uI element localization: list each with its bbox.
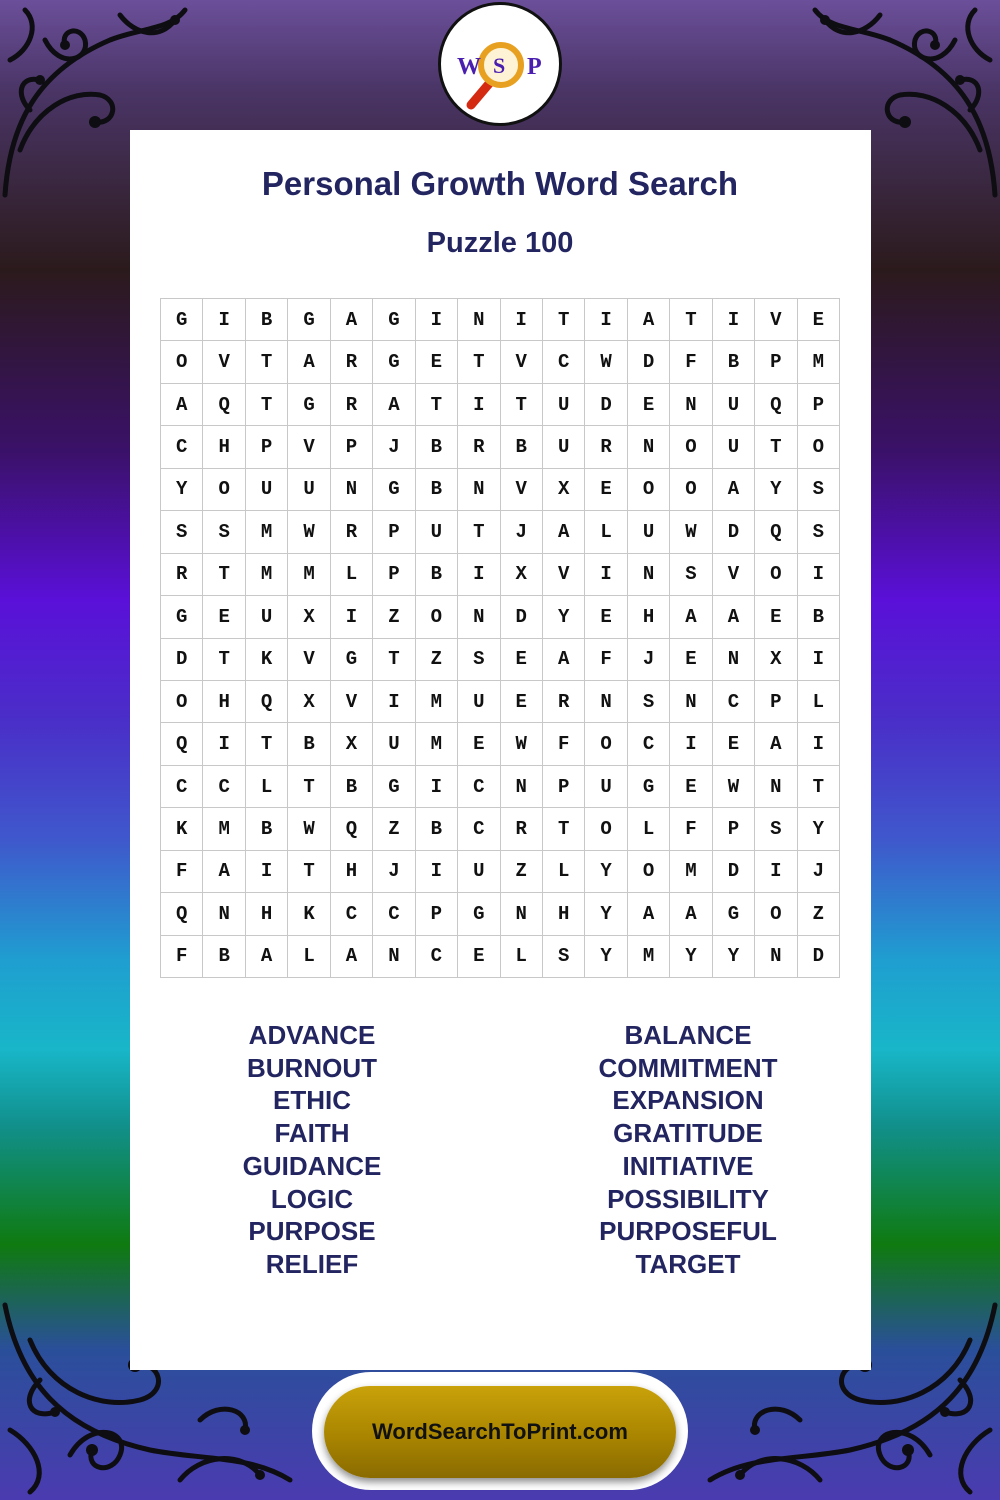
grid-cell[interactable]: B [501, 426, 543, 468]
grid-cell[interactable]: Q [331, 808, 373, 850]
grid-cell[interactable]: A [331, 936, 373, 978]
grid-cell[interactable]: W [501, 723, 543, 765]
grid-cell[interactable]: N [670, 384, 712, 426]
grid-cell[interactable]: C [331, 893, 373, 935]
grid-cell[interactable]: S [543, 936, 585, 978]
grid-cell[interactable]: S [755, 808, 797, 850]
wsp-logo [438, 2, 562, 126]
grid-cell[interactable]: C [161, 766, 203, 808]
grid-cell[interactable]: A [373, 384, 415, 426]
grid-cell[interactable]: J [373, 851, 415, 893]
grid-cell[interactable]: Q [161, 893, 203, 935]
grid-cell[interactable]: U [713, 426, 755, 468]
grid-cell[interactable]: J [628, 639, 670, 681]
page-title: Personal Growth Word Search [261, 165, 739, 202]
svg-text:W: W [457, 54, 481, 80]
word-list-item: LOGIC [270, 1183, 354, 1214]
grid-cell[interactable]: I [458, 384, 500, 426]
grid-cell[interactable]: N [458, 299, 500, 341]
grid-cell[interactable]: V [501, 469, 543, 511]
grid-cell[interactable]: G [458, 893, 500, 935]
grid-cell[interactable]: P [373, 554, 415, 596]
grid-cell[interactable]: S [798, 469, 840, 511]
word-list-item: FAITH [274, 1118, 350, 1149]
grid-cell[interactable]: U [585, 766, 627, 808]
grid-cell[interactable]: Z [373, 596, 415, 638]
grid-cell[interactable]: E [755, 596, 797, 638]
grid-cell[interactable]: U [288, 469, 330, 511]
grid-cell[interactable]: O [670, 469, 712, 511]
grid-cell[interactable]: I [203, 299, 245, 341]
grid-cell[interactable]: I [246, 851, 288, 893]
grid-cell[interactable]: A [543, 639, 585, 681]
grid-cell[interactable]: V [288, 426, 330, 468]
site-link-button[interactable]: WordSearchToPrint.com [324, 1386, 676, 1478]
grid-cell[interactable]: P [713, 808, 755, 850]
grid-cell[interactable]: G [373, 299, 415, 341]
grid-cell[interactable]: D [161, 639, 203, 681]
magnifier-icon [441, 5, 559, 123]
grid-cell[interactable]: Q [161, 723, 203, 765]
grid-cell[interactable]: M [416, 723, 458, 765]
grid-cell[interactable]: N [670, 681, 712, 723]
grid-cell[interactable]: N [713, 639, 755, 681]
grid-cell[interactable]: W [585, 341, 627, 383]
grid-cell[interactable]: I [331, 596, 373, 638]
grid-cell[interactable]: K [161, 808, 203, 850]
grid-cell[interactable]: B [246, 808, 288, 850]
grid-cell[interactable]: R [331, 511, 373, 553]
grid-cell[interactable]: A [628, 299, 670, 341]
grid-cell[interactable]: E [458, 723, 500, 765]
grid-cell[interactable]: E [585, 596, 627, 638]
grid-cell[interactable]: T [246, 723, 288, 765]
grid-cell[interactable]: M [203, 808, 245, 850]
grid-cell[interactable]: V [543, 554, 585, 596]
grid-cell[interactable]: Z [501, 851, 543, 893]
grid-cell[interactable]: A [161, 384, 203, 426]
grid-cell[interactable]: Y [585, 893, 627, 935]
grid-cell[interactable]: L [331, 554, 373, 596]
grid-cell[interactable]: O [416, 596, 458, 638]
grid-cell[interactable]: W [288, 808, 330, 850]
grid-cell[interactable]: I [203, 723, 245, 765]
grid-cell[interactable]: S [670, 554, 712, 596]
grid-cell[interactable]: L [543, 851, 585, 893]
grid-cell[interactable]: O [628, 851, 670, 893]
grid-cell[interactable]: G [373, 469, 415, 511]
grid-cell[interactable]: B [416, 426, 458, 468]
grid-cell[interactable]: T [246, 384, 288, 426]
grid-cell[interactable]: A [331, 299, 373, 341]
grid-cell[interactable]: J [798, 851, 840, 893]
word-list-right [528, 1019, 848, 1281]
grid-cell[interactable]: E [670, 639, 712, 681]
grid-cell[interactable]: O [755, 554, 797, 596]
grid-cell[interactable]: U [628, 511, 670, 553]
grid-cell[interactable]: A [713, 596, 755, 638]
grid-cell[interactable]: Z [373, 808, 415, 850]
grid-cell[interactable]: O [670, 426, 712, 468]
grid-cell[interactable]: N [331, 469, 373, 511]
grid-cell[interactable]: I [670, 723, 712, 765]
grid-cell[interactable]: S [628, 681, 670, 723]
grid-cell[interactable]: T [798, 766, 840, 808]
grid-cell[interactable]: C [713, 681, 755, 723]
grid-cell[interactable]: U [458, 851, 500, 893]
grid-cell[interactable]: C [543, 341, 585, 383]
grid-cell[interactable]: B [416, 808, 458, 850]
grid-cell[interactable]: D [585, 384, 627, 426]
grid-cell[interactable]: E [798, 299, 840, 341]
grid-cell[interactable]: I [713, 299, 755, 341]
word-list-item: GRATITUDE [613, 1118, 763, 1149]
grid-cell[interactable]: L [501, 936, 543, 978]
grid-cell[interactable]: U [543, 426, 585, 468]
grid-cell[interactable]: R [161, 554, 203, 596]
word-list-item: ADVANCE [248, 1020, 376, 1050]
grid-cell[interactable]: L [585, 511, 627, 553]
grid-cell[interactable]: H [331, 851, 373, 893]
grid-cell[interactable]: S [161, 511, 203, 553]
grid-cell[interactable]: A [246, 936, 288, 978]
grid-cell[interactable]: U [246, 596, 288, 638]
grid-cell[interactable]: N [373, 936, 415, 978]
grid-cell[interactable]: W [670, 511, 712, 553]
grid-cell[interactable]: T [501, 384, 543, 426]
grid-cell[interactable]: G [161, 299, 203, 341]
grid-cell[interactable]: T [373, 639, 415, 681]
grid-cell[interactable]: V [501, 341, 543, 383]
svg-text:P: P [527, 54, 542, 80]
grid-cell[interactable]: W [288, 511, 330, 553]
grid-cell[interactable]: O [755, 893, 797, 935]
grid-cell[interactable]: G [288, 299, 330, 341]
grid-cell[interactable]: N [755, 936, 797, 978]
grid-cell[interactable]: X [331, 723, 373, 765]
grid-cell[interactable]: P [416, 893, 458, 935]
grid-cell[interactable]: D [628, 341, 670, 383]
word-list-item: POSSIBILITY [607, 1183, 769, 1214]
grid-cell[interactable]: E [501, 639, 543, 681]
grid-cell[interactable]: F [585, 639, 627, 681]
grid-cell[interactable]: R [543, 681, 585, 723]
grid-cell[interactable]: N [203, 893, 245, 935]
grid-cell[interactable]: M [246, 554, 288, 596]
grid-cell[interactable]: U [458, 681, 500, 723]
grid-cell[interactable]: O [585, 723, 627, 765]
word-list-item: RELIEF [265, 1248, 359, 1279]
grid-cell[interactable]: O [203, 469, 245, 511]
letter-grid [160, 298, 840, 978]
grid-cell[interactable]: J [501, 511, 543, 553]
grid-cell[interactable]: I [458, 554, 500, 596]
grid-cell[interactable]: C [161, 426, 203, 468]
grid-cell[interactable]: T [755, 426, 797, 468]
grid-cell[interactable]: C [628, 723, 670, 765]
word-list-item: PURPOSEFUL [599, 1216, 777, 1247]
grid-cell[interactable]: E [203, 596, 245, 638]
grid-cell[interactable]: U [246, 469, 288, 511]
grid-cell[interactable]: G [288, 384, 330, 426]
grid-cell[interactable]: G [713, 893, 755, 935]
grid-cell[interactable]: M [288, 554, 330, 596]
grid-cell[interactable]: P [246, 426, 288, 468]
grid-cell[interactable]: B [798, 596, 840, 638]
grid-cell[interactable]: L [798, 681, 840, 723]
grid-cell[interactable]: U [373, 723, 415, 765]
grid-cell[interactable]: P [755, 341, 797, 383]
grid-cell[interactable]: O [585, 808, 627, 850]
grid-cell[interactable]: E [670, 766, 712, 808]
grid-cell[interactable]: T [203, 639, 245, 681]
grid-cell[interactable]: I [585, 554, 627, 596]
grid-cell[interactable]: Z [798, 893, 840, 935]
grid-cell[interactable]: H [203, 426, 245, 468]
grid-cell[interactable]: E [501, 681, 543, 723]
grid-cell[interactable]: A [543, 511, 585, 553]
grid-cell[interactable]: A [755, 723, 797, 765]
grid-cell[interactable]: X [755, 639, 797, 681]
word-list-item: GUIDANCE [242, 1150, 382, 1181]
grid-cell[interactable]: Q [246, 681, 288, 723]
grid-cell[interactable]: U [416, 511, 458, 553]
grid-cell[interactable]: N [501, 766, 543, 808]
grid-cell[interactable]: I [501, 299, 543, 341]
grid-cell[interactable]: B [713, 341, 755, 383]
grid-cell[interactable]: A [288, 341, 330, 383]
grid-cell[interactable]: N [585, 681, 627, 723]
grid-cell[interactable]: F [670, 341, 712, 383]
grid-cell[interactable]: R [458, 426, 500, 468]
svg-text:S: S [493, 53, 506, 78]
grid-cell[interactable]: V [203, 341, 245, 383]
grid-cell[interactable]: I [416, 766, 458, 808]
grid-cell[interactable]: T [543, 808, 585, 850]
grid-cell[interactable]: M [798, 341, 840, 383]
grid-cell[interactable]: R [331, 341, 373, 383]
grid-cell[interactable]: G [161, 596, 203, 638]
grid-cell[interactable]: A [713, 469, 755, 511]
grid-cell[interactable]: P [331, 426, 373, 468]
grid-cell[interactable]: I [585, 299, 627, 341]
grid-cell[interactable]: H [246, 893, 288, 935]
word-list-item: BURNOUT [247, 1052, 377, 1083]
grid-cell[interactable]: G [373, 341, 415, 383]
word-list-item: BALANCE [624, 1020, 752, 1050]
grid-cell[interactable]: Q [755, 384, 797, 426]
grid-cell[interactable]: C [458, 808, 500, 850]
grid-cell[interactable]: L [628, 808, 670, 850]
grid-cell[interactable]: U [713, 384, 755, 426]
grid-cell[interactable]: A [628, 893, 670, 935]
word-list-item: EXPANSION [612, 1085, 764, 1116]
grid-cell[interactable]: D [798, 936, 840, 978]
grid-cell[interactable]: O [628, 469, 670, 511]
grid-cell[interactable]: R [331, 384, 373, 426]
grid-cell[interactable]: F [161, 851, 203, 893]
grid-cell[interactable]: N [628, 554, 670, 596]
word-list-item: TARGET [635, 1248, 741, 1279]
grid-cell[interactable]: I [373, 681, 415, 723]
grid-cell[interactable]: V [288, 639, 330, 681]
grid-cell[interactable]: E [458, 936, 500, 978]
grid-cell[interactable]: Y [585, 851, 627, 893]
grid-cell[interactable]: L [288, 936, 330, 978]
grid-cell[interactable]: M [246, 511, 288, 553]
grid-cell[interactable]: L [246, 766, 288, 808]
grid-cell[interactable]: T [458, 511, 500, 553]
grid-cell[interactable]: I [798, 723, 840, 765]
grid-cell[interactable]: Y [161, 469, 203, 511]
grid-cell[interactable]: P [755, 681, 797, 723]
grid-cell[interactable]: T [203, 554, 245, 596]
word-list-left [152, 1019, 472, 1281]
grid-cell[interactable]: F [670, 808, 712, 850]
grid-cell[interactable]: B [331, 766, 373, 808]
grid-cell[interactable]: Q [755, 511, 797, 553]
grid-cell[interactable]: Y [713, 936, 755, 978]
grid-cell[interactable]: R [501, 808, 543, 850]
grid-cell[interactable]: T [288, 766, 330, 808]
grid-cell[interactable]: M [416, 681, 458, 723]
grid-cell[interactable]: G [331, 639, 373, 681]
grid-cell[interactable]: I [798, 554, 840, 596]
grid-cell[interactable]: Y [585, 936, 627, 978]
grid-cell[interactable]: B [203, 936, 245, 978]
grid-cell[interactable]: Y [670, 936, 712, 978]
grid-cell[interactable]: K [246, 639, 288, 681]
grid-cell[interactable]: C [416, 936, 458, 978]
grid-cell[interactable]: T [670, 299, 712, 341]
grid-cell[interactable]: G [373, 766, 415, 808]
grid-cell[interactable]: B [416, 554, 458, 596]
grid-cell[interactable]: N [458, 596, 500, 638]
word-list-item: COMMITMENT [598, 1052, 778, 1083]
grid-cell[interactable]: S [798, 511, 840, 553]
grid-cell[interactable]: N [755, 766, 797, 808]
grid-cell[interactable]: U [543, 384, 585, 426]
grid-cell[interactable]: E [416, 341, 458, 383]
grid-cell[interactable]: E [628, 384, 670, 426]
grid-cell[interactable]: A [670, 893, 712, 935]
grid-cell[interactable]: I [798, 639, 840, 681]
grid-cell[interactable]: X [288, 681, 330, 723]
word-list-item: INITIATIVE [622, 1150, 754, 1181]
grid-cell[interactable]: Q [203, 384, 245, 426]
grid-cell[interactable]: M [670, 851, 712, 893]
grid-cell[interactable]: E [713, 723, 755, 765]
grid-cell[interactable]: F [543, 723, 585, 765]
grid-cell[interactable]: O [161, 341, 203, 383]
grid-cell[interactable]: D [501, 596, 543, 638]
grid-cell[interactable]: H [628, 596, 670, 638]
grid-cell[interactable]: J [373, 426, 415, 468]
grid-cell[interactable]: E [585, 469, 627, 511]
grid-cell[interactable]: T [543, 299, 585, 341]
grid-cell[interactable]: D [713, 511, 755, 553]
grid-cell[interactable]: Z [416, 639, 458, 681]
word-list-item: ETHIC [273, 1085, 351, 1116]
grid-cell[interactable]: I [416, 299, 458, 341]
puzzle-number: Puzzle 100 [426, 227, 574, 259]
grid-cell[interactable]: K [288, 893, 330, 935]
grid-cell[interactable]: N [501, 893, 543, 935]
grid-cell[interactable]: V [331, 681, 373, 723]
grid-cell[interactable]: Y [755, 469, 797, 511]
grid-cell[interactable]: O [798, 426, 840, 468]
grid-cell[interactable]: P [798, 384, 840, 426]
grid-cell[interactable]: R [585, 426, 627, 468]
grid-cell[interactable]: H [543, 893, 585, 935]
grid-cell[interactable]: V [755, 299, 797, 341]
grid-cell[interactable]: G [628, 766, 670, 808]
grid-cell[interactable]: O [161, 681, 203, 723]
grid-cell[interactable]: T [288, 851, 330, 893]
grid-cell[interactable]: B [288, 723, 330, 765]
grid-cell[interactable]: F [161, 936, 203, 978]
grid-cell[interactable]: T [458, 341, 500, 383]
grid-cell[interactable]: Y [798, 808, 840, 850]
grid-cell[interactable]: C [373, 893, 415, 935]
grid-cell[interactable]: A [670, 596, 712, 638]
grid-cell[interactable]: M [628, 936, 670, 978]
grid-cell[interactable]: N [458, 469, 500, 511]
grid-cell[interactable]: C [458, 766, 500, 808]
grid-cell[interactable]: Y [543, 596, 585, 638]
grid-cell[interactable]: N [628, 426, 670, 468]
grid-cell[interactable]: B [416, 469, 458, 511]
grid-cell[interactable]: B [246, 299, 288, 341]
word-list-item: PURPOSE [248, 1216, 376, 1247]
grid-cell[interactable]: X [288, 596, 330, 638]
grid-cell[interactable]: H [203, 681, 245, 723]
grid-cell[interactable]: W [713, 766, 755, 808]
grid-cell[interactable]: C [203, 766, 245, 808]
grid-cell[interactable]: I [755, 851, 797, 893]
grid-cell[interactable]: T [416, 384, 458, 426]
grid-cell[interactable]: D [713, 851, 755, 893]
grid-cell[interactable]: P [543, 766, 585, 808]
grid-cell[interactable]: S [203, 511, 245, 553]
grid-cell[interactable]: P [373, 511, 415, 553]
grid-cell[interactable]: X [543, 469, 585, 511]
grid-cell[interactable]: V [713, 554, 755, 596]
grid-cell[interactable]: X [501, 554, 543, 596]
grid-cell[interactable]: A [203, 851, 245, 893]
grid-cell[interactable]: T [246, 341, 288, 383]
grid-cell[interactable]: S [458, 639, 500, 681]
grid-cell[interactable]: I [416, 851, 458, 893]
